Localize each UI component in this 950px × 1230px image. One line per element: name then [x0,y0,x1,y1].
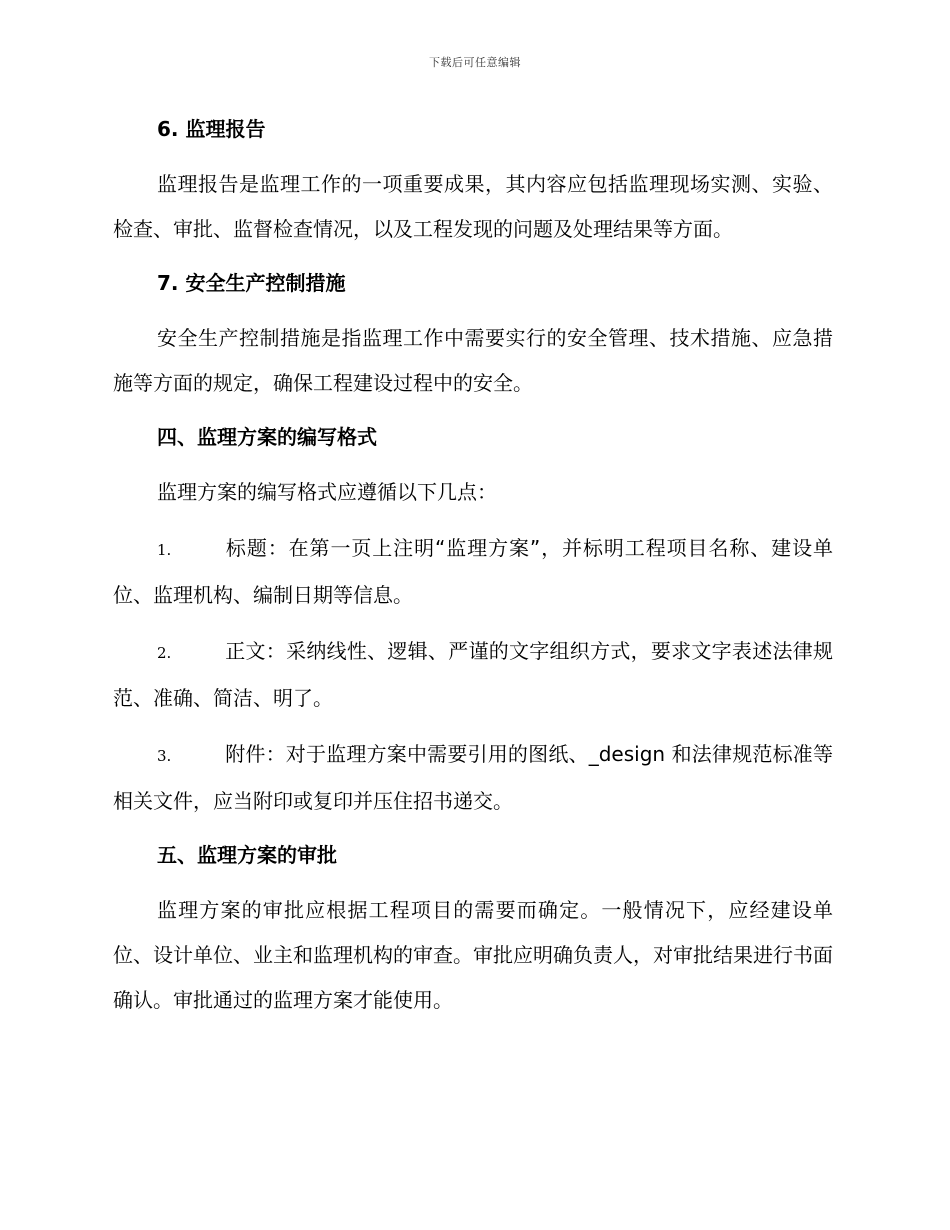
list-item-text: 附件：对于监理方案中需要引用的图纸、_design 和法律规范标准等相关文件，应当附印或复印并压住招书递交。 [113,742,833,813]
list-item [113,629,833,721]
list-item-text: 正文：采纳线性、逻辑、严谨的文字组织方式，要求文字表述法律规范、准确、简洁、明了。 [113,639,833,710]
list-item-number: 2. [157,644,172,662]
document-body [113,112,833,1023]
section-5-heading: 五、监理方案的审批 [157,843,337,867]
list-item-number: 3. [157,747,172,765]
section-4-intro: 监理方案的编写格式应遵循以下几点： [157,480,497,504]
section-7-paragraph: 安全生产控制措施是指监理工作中需要实行的安全管理、技术措施、应急措施等方面的规定，确保工程建设过程中的安全。 [113,326,833,395]
section-4-heading: 四、监理方案的编写格式 [157,425,377,449]
section-5-paragraph: 监理方案的审批应根据工程项目的需要而确定。一般情况下，应经建设单位、设计单位、业主和监理机构的审查。审批应明确负责人，对审批结果进行书面确认。审批通过的监理方案才能使用。 [113,898,833,1012]
list-item [113,526,833,618]
list-item-text: 标题：在第一页上注明“监理方案”，并标明工程项目名称、建设单位、监理机构、编制日期等信息。 [113,536,833,607]
section-6-heading: 6. 监理报告 [157,117,266,141]
list-item [113,732,833,824]
section-6-paragraph: 监理报告是监理工作的一项重要成果，其内容应包括监理现场实测、实验、检查、审批、监督检查情况，以及工程发现的问题及处理结果等方面。 [113,172,833,241]
page-header: 下载后可任意编辑 [429,56,521,69]
list-item-number: 1. [157,541,172,559]
section-7-heading: 7. 安全生产控制措施 [157,271,346,295]
